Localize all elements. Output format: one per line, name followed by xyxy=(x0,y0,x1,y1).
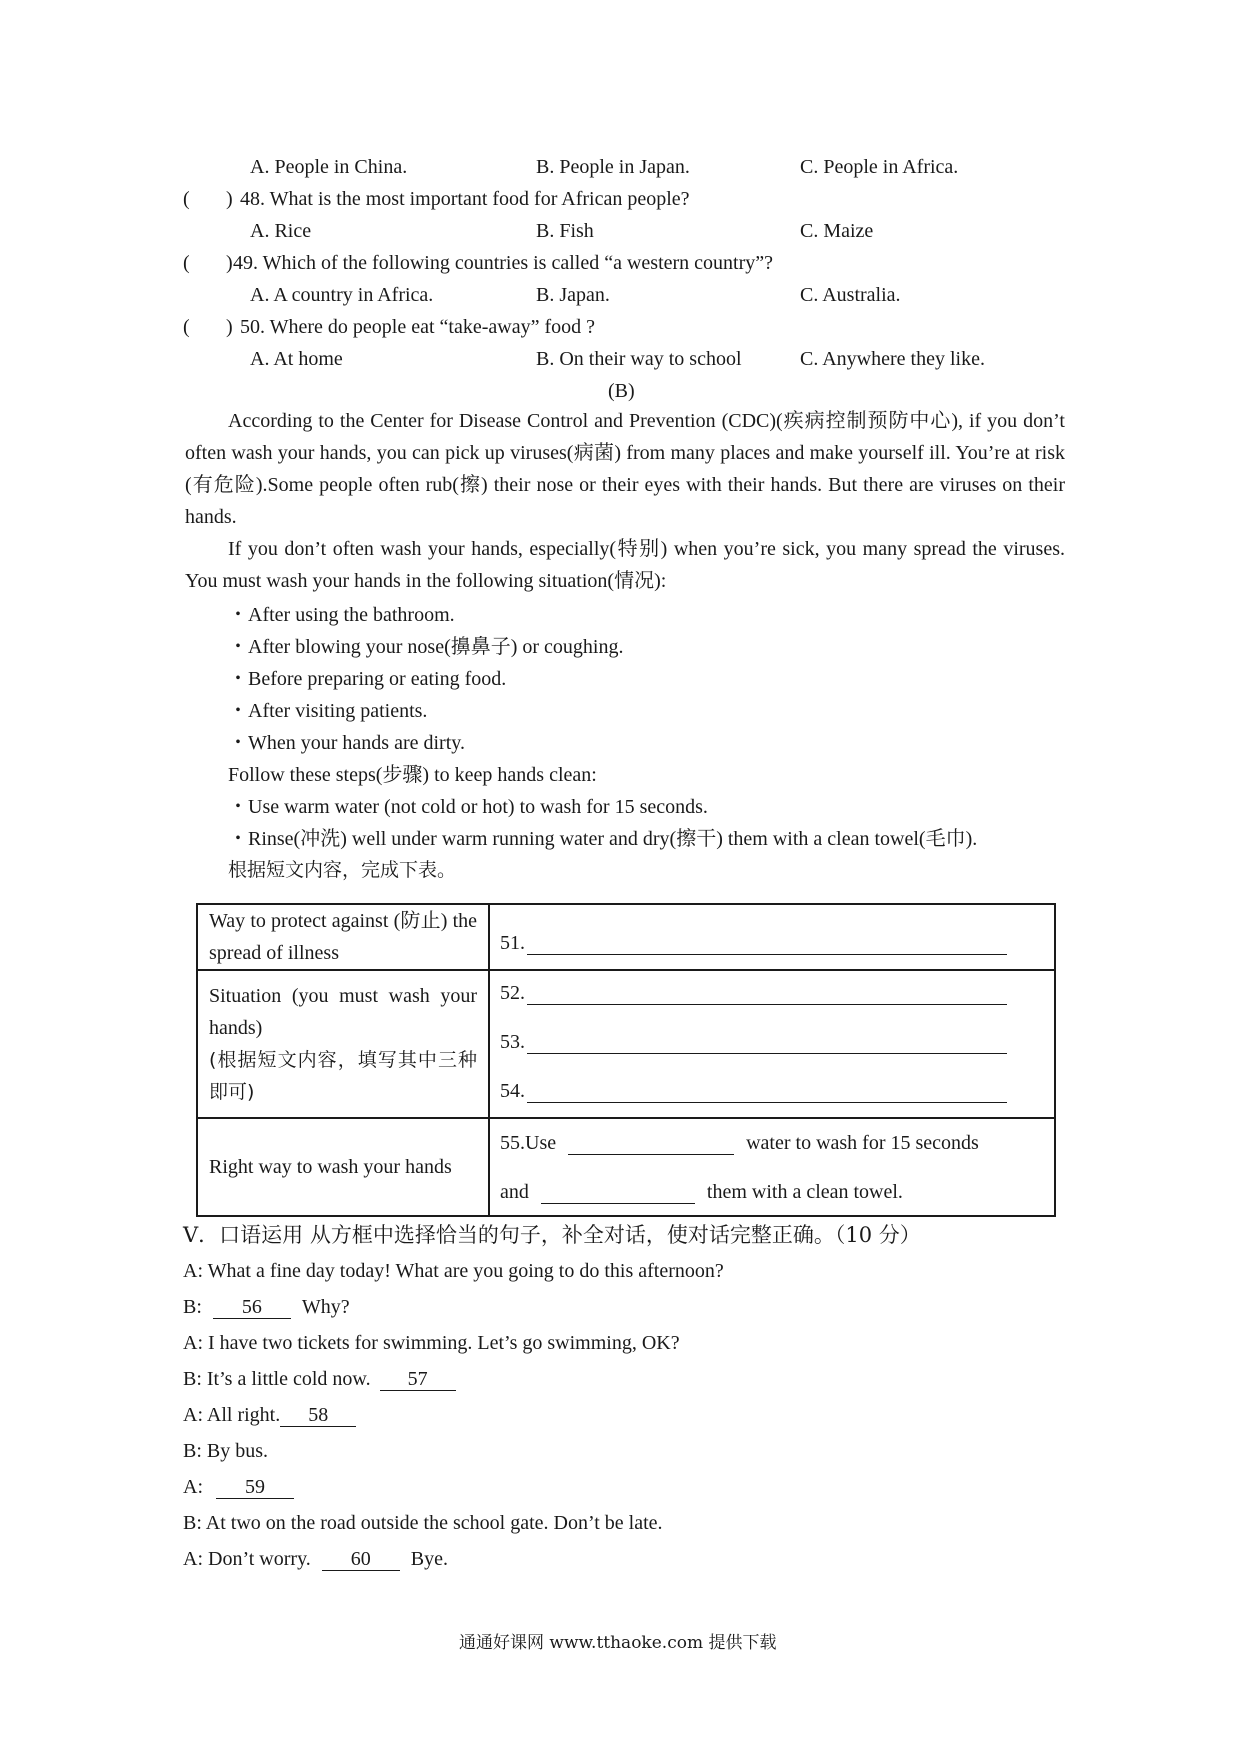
step-item: ・Use warm water (not cold or hot) to wash for 15 seconds. xyxy=(228,796,708,818)
answer-line-53[interactable] xyxy=(527,1033,1007,1054)
situation-label-note: (根据短文内容，填写其中三种即可) xyxy=(209,1049,477,1103)
fill-in-table xyxy=(196,903,1056,1217)
dialogue-text: A: Don’t worry. xyxy=(183,1548,311,1570)
dialogue-speaker: B: xyxy=(183,1296,202,1318)
dialogue-line: A: I have two tickets for swimming. Let’s go swimming, OK? xyxy=(183,1332,680,1354)
answer-line-55b[interactable] xyxy=(541,1183,695,1204)
table-instruction: 根据短文内容，完成下表。 xyxy=(228,859,457,881)
bullet-item: ・After visiting patients. xyxy=(228,700,428,722)
q49-paren-open: ( xyxy=(183,252,190,274)
table-row xyxy=(197,904,1055,970)
row-protect-label: Way to protect against (防止) the spread of illness xyxy=(197,904,489,970)
q47-option-a: A. People in China. xyxy=(250,156,408,178)
q49-option-c: C. Australia. xyxy=(800,284,901,306)
blank-55-end-text: them with a clean towel. xyxy=(706,1181,903,1203)
step-item: ・Rinse(冲洗) well under warm running water and dry(擦干) them with a clean towel(毛巾). xyxy=(228,828,978,850)
q50-option-a: A. At home xyxy=(250,348,343,370)
table-row xyxy=(197,970,1055,1118)
blank-60[interactable]: 60 xyxy=(322,1549,400,1571)
q49-paren-close: ) xyxy=(226,252,233,274)
bullet-item: ・After using the bathroom. xyxy=(228,604,455,626)
row-situation-label xyxy=(197,970,489,1118)
dialogue-text: B: It’s a little cold now. xyxy=(183,1368,371,1390)
steps-intro: Follow these steps(步骤) to keep hands clean: xyxy=(228,764,597,786)
q50-paren-open: ( xyxy=(183,316,190,338)
dialogue-line xyxy=(183,1477,294,1499)
q47-option-c: C. People in Africa. xyxy=(800,156,959,178)
section-v-heading: V．口语运用 从方框中选择恰当的句子，补全对话，使对话完整正确。（10 分） xyxy=(183,1223,921,1247)
reading-paragraph-1: According to the Center for Disease Control and Prevention (CDC)(疾病控制预防中心), if you don’t often wash your hands, you can pick up viruses(病菌) from many places and make yourself ill. You’re at risk (有危险).Some people often rub(擦) their nose or their eyes with their hands. But there are viruses on their hands. xyxy=(185,410,1065,528)
q49-option-b: B. Japan. xyxy=(536,284,610,306)
dialogue-line: A: What a fine day today! What are you going to do this afternoon? xyxy=(183,1260,724,1282)
dialogue-speaker: A: xyxy=(183,1476,203,1498)
q48-stem: 48. What is the most important food for African people? xyxy=(240,188,690,210)
q50-option-b: B. On their way to school xyxy=(536,348,742,370)
blank-number-51: 51. xyxy=(500,932,525,954)
q49-stem: 49. Which of the following countries is called “a western country”? xyxy=(233,252,774,274)
page-footer: 通通好课网 www.tthaoke.com 提供下载 xyxy=(459,1633,777,1653)
blank-58[interactable]: 58 xyxy=(280,1405,356,1427)
answer-line-52[interactable] xyxy=(527,984,1007,1005)
dialogue-line: B: At two on the road outside the school gate. Don’t be late. xyxy=(183,1512,663,1534)
blank-number-55: 55.Use xyxy=(500,1132,557,1154)
dialogue-line: B: By bus. xyxy=(183,1440,269,1462)
table-row xyxy=(197,1118,1055,1216)
dialogue-line xyxy=(183,1297,350,1319)
q50-option-c: C. Anywhere they like. xyxy=(800,348,985,370)
blank-57[interactable]: 57 xyxy=(380,1369,456,1391)
situation-label-text: Situation (you must wash your hands) xyxy=(209,985,477,1039)
q50-paren-close: ) xyxy=(226,316,233,338)
answer-line-54[interactable] xyxy=(527,1082,1007,1103)
answer-cell-51 xyxy=(489,904,1055,970)
blank-number-54: 54. xyxy=(500,1080,525,1102)
q47-option-b: B. People in Japan. xyxy=(536,156,690,178)
dialogue-line xyxy=(183,1549,448,1571)
q48-option-b: B. Fish xyxy=(536,220,594,242)
dialogue-text: Why? xyxy=(301,1296,350,1318)
q48-option-c: C. Maize xyxy=(800,220,874,242)
blank-59[interactable]: 59 xyxy=(216,1477,294,1499)
bullet-item: ・After blowing your nose(擤鼻子) or coughing. xyxy=(228,636,624,658)
blank-number-53: 53. xyxy=(500,1031,525,1053)
row-right-way-label: Right way to wash your hands xyxy=(197,1118,489,1216)
bullet-item: ・Before preparing or eating food. xyxy=(228,668,507,690)
answer-cell-52-54 xyxy=(489,970,1055,1118)
bullet-item: ・When your hands are dirty. xyxy=(228,732,465,754)
q48-option-a: A. Rice xyxy=(250,220,312,242)
q48-paren-open: ( xyxy=(183,188,190,210)
reading-paragraph-2: If you don’t often wash your hands, especially(特别) when you’re sick, you many spread the viruses. You must wash your hands in the following situation(情况): xyxy=(185,538,1065,592)
answer-line-55a[interactable] xyxy=(568,1134,734,1155)
dialogue-text: A: All right. xyxy=(183,1404,281,1426)
q50-stem: 50. Where do people eat “take-away” food ? xyxy=(240,316,596,338)
blank-56[interactable]: 56 xyxy=(213,1297,291,1319)
q48-paren-close: ) xyxy=(226,188,233,210)
blank-55-and-text: and xyxy=(500,1181,529,1203)
answer-cell-55 xyxy=(489,1118,1055,1216)
answer-line-51[interactable] xyxy=(527,934,1007,955)
dialogue-text: Bye. xyxy=(410,1548,448,1570)
blank-number-52: 52. xyxy=(500,982,525,1004)
q49-option-a: A. A country in Africa. xyxy=(250,284,434,306)
dialogue-line xyxy=(183,1405,356,1427)
section-b-heading: (B) xyxy=(608,380,635,402)
dialogue-line xyxy=(183,1369,456,1391)
blank-55-middle-text: water to wash for 15 seconds xyxy=(746,1132,979,1154)
